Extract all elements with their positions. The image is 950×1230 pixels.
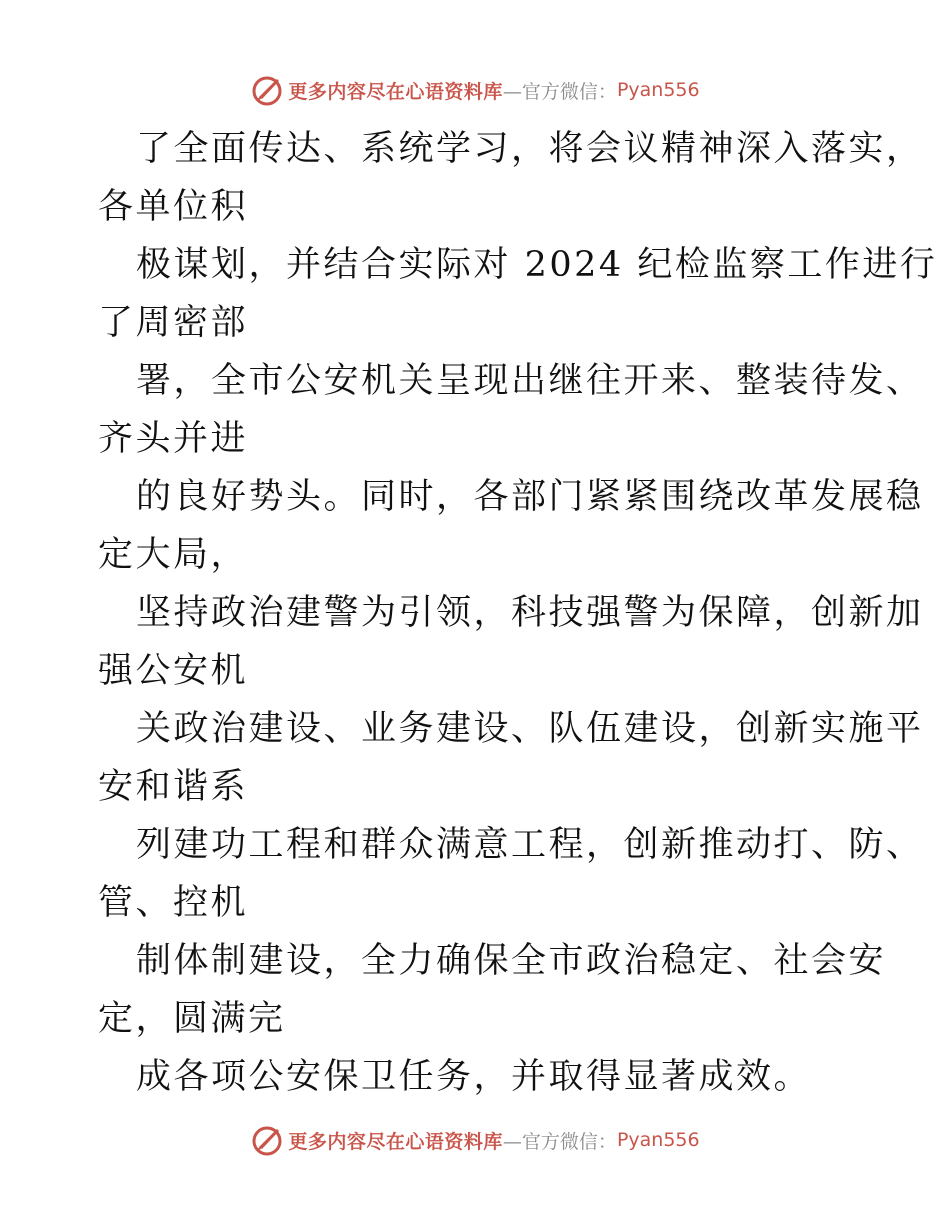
quill-logo-icon	[250, 73, 284, 107]
footer-banner	[0, 1120, 950, 1160]
footer-separator-text: —官方微信：	[502, 1130, 617, 1153]
line-first: 关政治建设、业务建设、队伍建设，创新实施平	[136, 709, 924, 749]
header-separator-text: —官方微信：	[502, 80, 617, 103]
line-second: 了周密部	[98, 303, 249, 343]
line-first: 制体制建设，全力确保全市政治稳定、社会安	[136, 941, 887, 981]
document-body	[98, 120, 938, 1106]
line-second: 安和谐系	[98, 767, 249, 807]
paragraph-line	[98, 352, 924, 468]
line-second: 齐头并进	[98, 419, 249, 459]
header-banner	[0, 70, 950, 110]
line-first: 极谋划，并结合实际对 2024 纪检监察工作进行	[136, 245, 938, 285]
line-first: 列建功工程和群众满意工程，创新推动打、防、	[136, 825, 924, 865]
line-second: 强公安机	[98, 651, 249, 691]
paragraph-line	[98, 468, 924, 584]
paragraph-line	[98, 120, 924, 236]
paragraph-line	[98, 700, 924, 816]
paragraph-line	[98, 1048, 858, 1106]
header-brand-text: 更多内容尽在心语资料库	[288, 80, 503, 103]
line-second: 定，圆满完	[98, 999, 286, 1039]
line-second: 管、控机	[98, 883, 249, 923]
footer-wechat-id: Pyan556	[616, 1129, 700, 1151]
paragraph-line	[98, 932, 887, 1048]
line-second: 定大局，	[98, 535, 249, 575]
footer-brand-text: 更多内容尽在心语资料库	[288, 1130, 503, 1153]
line-first: 了全面传达、系统学习，将会议精神深入落实，	[136, 129, 924, 169]
line-first: 成各项公安保卫任务，并取得显著成效。	[136, 1057, 812, 1097]
quill-logo-icon	[250, 1123, 284, 1157]
paragraph-line	[98, 584, 924, 700]
line-second: 各单位积	[98, 187, 249, 227]
header-wechat-id: Pyan556	[616, 79, 700, 101]
line-first: 坚持政治建警为引领，科技强警为保障，创新加	[136, 593, 924, 633]
paragraph-line	[98, 816, 924, 932]
line-first: 署，全市公安机关呈现出继往开来、整装待发、	[136, 361, 924, 401]
paragraph-line	[98, 236, 938, 352]
line-first: 的良好势头。同时，各部门紧紧围绕改革发展稳	[136, 477, 924, 517]
